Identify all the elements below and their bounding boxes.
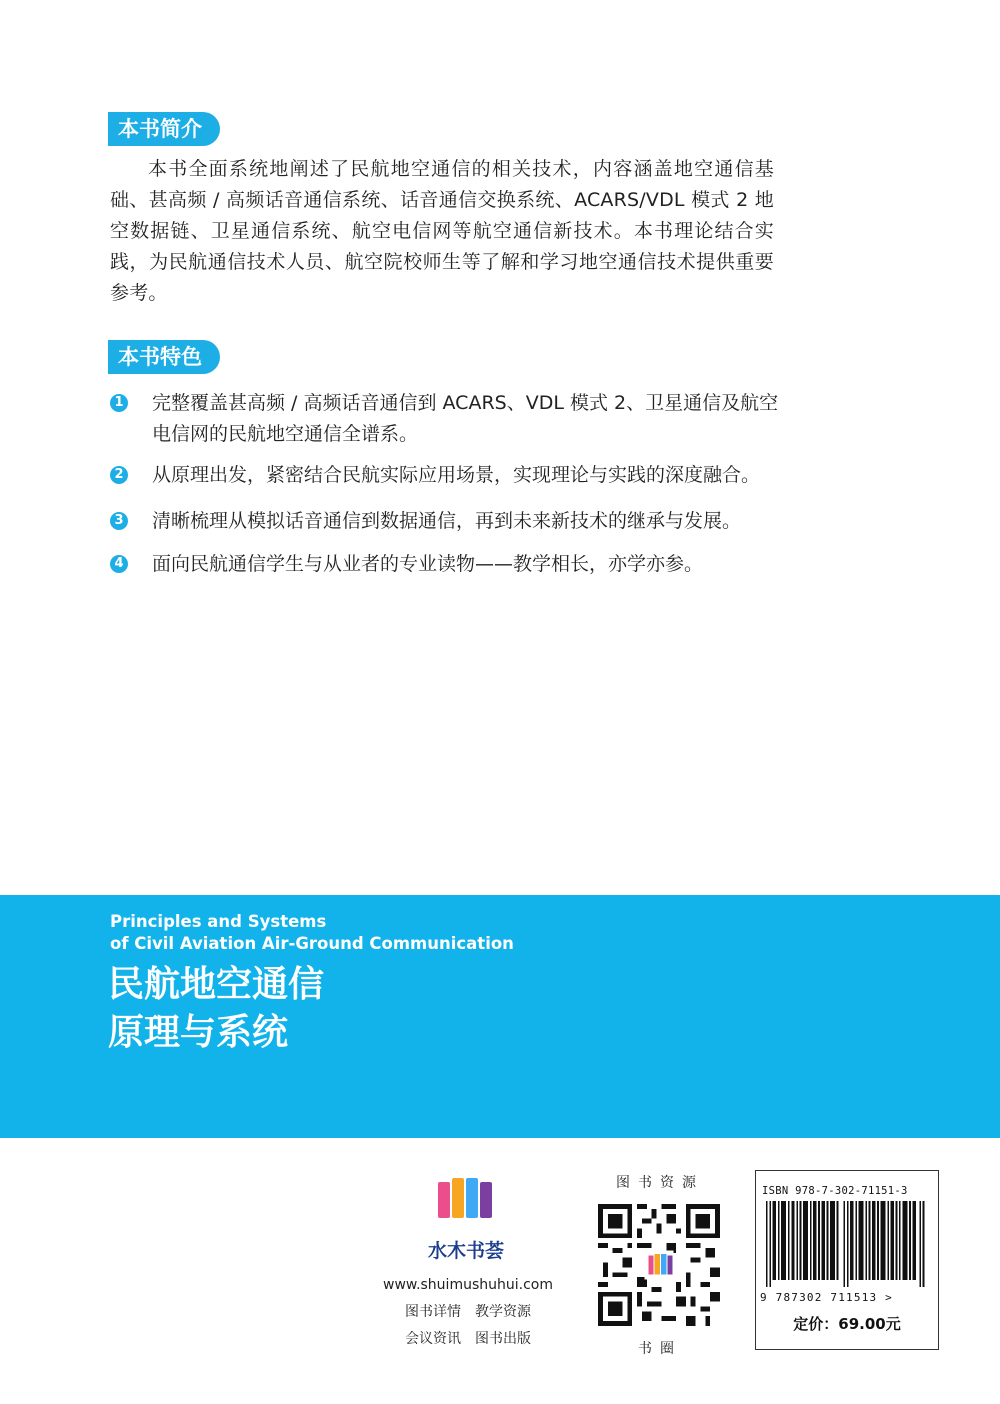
chinese-title bbox=[108, 961, 324, 1057]
feature-item-4 bbox=[110, 549, 780, 580]
feature-number-icon: 2 bbox=[110, 466, 128, 484]
features-heading-tag bbox=[108, 340, 220, 374]
isbn-text: ISBN 978-7-302-71151-3 bbox=[762, 1185, 908, 1197]
chinese-title-line-1: 民航地空通信 bbox=[108, 964, 325, 1005]
feature-text: 完整覆盖甚高频 / 高频话音通信到 ACARS、VDL 模式 2、卫星通信及航空电信网的民航地空通信全谱系。 bbox=[152, 392, 779, 445]
intro-heading-tag bbox=[108, 112, 220, 146]
feature-item-1 bbox=[110, 388, 780, 450]
feature-item-2 bbox=[110, 460, 780, 491]
feature-text: 清晰梳理从模拟话音通信到数据通信，再到未来新技术的继承与发展。 bbox=[152, 510, 742, 532]
publisher-line-1: 图书详情 教学资源 bbox=[405, 1304, 531, 1320]
title-band bbox=[0, 895, 1000, 1138]
features-heading: 本书特色 bbox=[118, 345, 202, 369]
price-label: 定价：69.00元 bbox=[793, 1315, 901, 1333]
publisher-website: www.shuimushuhui.com bbox=[383, 1277, 553, 1293]
intro-heading: 本书简介 bbox=[118, 117, 202, 141]
feature-number-icon: 4 bbox=[110, 555, 128, 573]
intro-paragraph: 本书全面系统地阐述了民航地空通信的相关技术，内容涵盖地空通信基础、甚高频 / 高频话音通信系统、话音通信交换系统、ACARS/VDL 模式 2 地空数据链、卫星通信系统、航空电信网等航空通信新技术。本书理论结合实践，为民航通信技术人员、航空院校师生等了解和学习地空通信技术提供重要参考。 bbox=[110, 158, 774, 304]
feature-text: 面向民航通信学生与从业者的专业读物——教学相长，亦学亦参。 bbox=[152, 553, 704, 575]
qr-top-label: 图书资源 bbox=[616, 1175, 704, 1191]
isbn-box bbox=[755, 1170, 939, 1350]
barcode-icon bbox=[766, 1201, 926, 1287]
qr-code-icon bbox=[598, 1204, 720, 1326]
publisher-brand: 水木书荟 bbox=[427, 1240, 504, 1262]
chinese-title-line-2: 原理与系统 bbox=[108, 1012, 289, 1053]
ean-digits: 9 787302 711513 > bbox=[760, 1291, 893, 1304]
publisher-info bbox=[378, 1272, 558, 1353]
english-title-line-1: Principles and Systems bbox=[110, 912, 327, 931]
publisher-logo-icon bbox=[436, 1176, 496, 1224]
feature-item-3 bbox=[110, 506, 780, 537]
feature-number-icon: 3 bbox=[110, 512, 128, 530]
feature-text: 从原理出发，紧密结合民航实际应用场景，实现理论与实践的深度融合。 bbox=[152, 464, 761, 486]
qr-bottom-label: 书圈 bbox=[638, 1341, 682, 1357]
publisher-line-2: 会议资讯 图书出版 bbox=[405, 1331, 531, 1347]
feature-number-icon: 1 bbox=[110, 394, 128, 412]
english-title bbox=[110, 911, 514, 955]
english-title-line-2: of Civil Aviation Air-Ground Communication bbox=[110, 934, 514, 953]
